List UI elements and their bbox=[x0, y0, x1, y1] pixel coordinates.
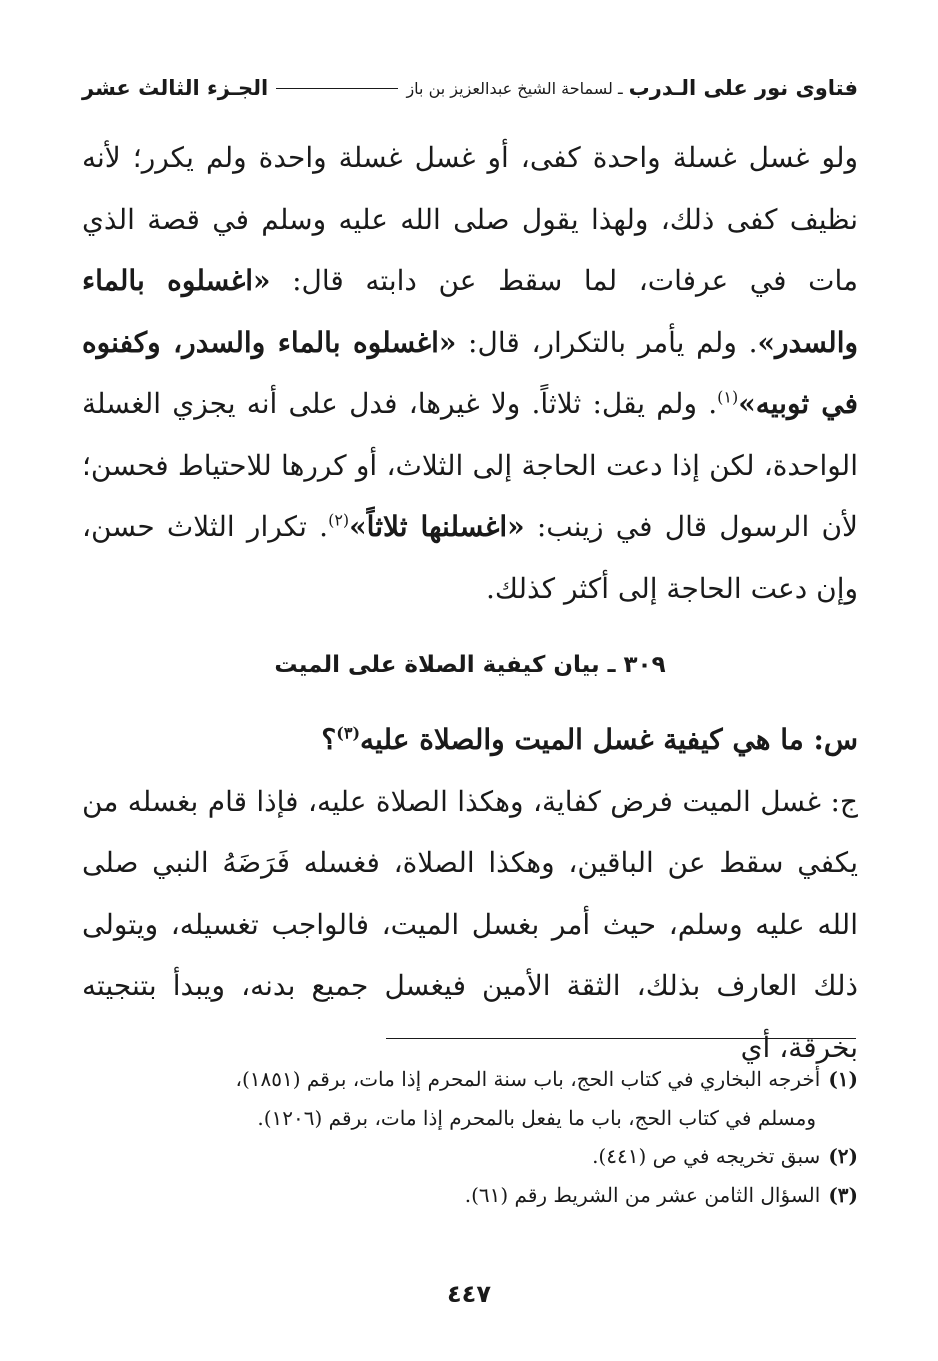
text-run: . ولم يأمر بالتكرار، قال: bbox=[456, 325, 758, 359]
text-run: . تكرار الثلاث حسن، وإن دعت الحاجة إلى أكثر كذلك. bbox=[82, 510, 858, 605]
footnote-text: سبق تخريجه في ص (٤٤١). bbox=[592, 1144, 821, 1168]
footnotes bbox=[82, 1060, 858, 1214]
footnote-number: (٣) bbox=[828, 1182, 858, 1207]
paragraph-text bbox=[82, 127, 858, 619]
question-answer bbox=[82, 709, 858, 1078]
hadith-quote: «اغسلوه بالماء والسدر، وكفنوه في ثوبيه» bbox=[82, 325, 859, 420]
footnote bbox=[82, 1137, 858, 1176]
part-label: الجـزء الثالث عشر bbox=[82, 76, 269, 100]
book-title: فتاوى نور على الـدرب bbox=[628, 76, 858, 100]
footnote-text: أخرجه البخاري في كتاب الحج، باب سنة المحرم إذا مات، برقم (١٨٥١)، bbox=[235, 1067, 821, 1091]
hadith-quote: «اغسلنها ثلاثاً» bbox=[349, 510, 525, 543]
footnote-text: السؤال الثامن عشر من الشريط رقم (٦١). bbox=[464, 1182, 821, 1207]
body-paragraph bbox=[82, 127, 858, 619]
footnote-continuation: ومسلم في كتاب الحج، باب ما يفعل بالمحرم إذا مات، برقم (١٢٠٦). bbox=[257, 1105, 816, 1130]
footnote-ref: (١) bbox=[717, 387, 739, 407]
header-rule bbox=[276, 88, 398, 89]
section-title: ٣٠٩ ـ بيان كيفية الصلاة على الميت bbox=[274, 652, 666, 678]
author-name: ـ لسماحة الشيخ عبدالعزيز بن باز bbox=[406, 78, 623, 98]
footnote bbox=[82, 1176, 858, 1215]
footnote-separator bbox=[386, 1038, 856, 1039]
footnote-number: (٢) bbox=[828, 1144, 858, 1168]
question-text: س: ما هي كيفية غسل الميت والصلاة عليه bbox=[360, 723, 858, 756]
question-mark: ؟ bbox=[321, 723, 337, 756]
question bbox=[82, 709, 858, 771]
text-run: ولو غسل غسلة واحدة كفى، أو غسل غسلة واحدة ولم يكرر؛ لأنه نظيف كفى ذلك، ولهذا يقول صلى الله عليه وسلم في قصة الذي مات في عرفات، لما سقط عن دابته قال: bbox=[82, 141, 859, 297]
footnote-number: (١) bbox=[828, 1067, 858, 1091]
text-run: . ولم يقل: ثلاثاً. ولا غيرها، فدل على أنه يجزي الغسلة الواحدة، لكن إذا دعت الحاجة إلى الثلاث، أو كررها للاحتياط فحسن؛ لأن الرسول قال في زينب: bbox=[82, 387, 858, 543]
page-number: ٤٤٧ bbox=[447, 1280, 491, 1308]
hadith-quote: «اغسلوه بالماء والسدر» bbox=[82, 264, 858, 359]
footnote-ref: (٢) bbox=[328, 510, 350, 530]
footnote bbox=[82, 1060, 858, 1099]
running-header bbox=[82, 68, 858, 108]
footnote-ref: (٣) bbox=[336, 723, 361, 743]
answer: ج: غسل الميت فرض كفاية، وهكذا الصلاة عليه، فإذا قام بغسله من يكفي سقط عن الباقين، وهكذا الصلاة، فغسله فَرَضَهُ النبي صلى الله عليه وسلم، حيث أمر بغسل الميت، فالواجب تغسيله، ويتولى ذلك العارف بذلك، الثقة الأمين فيغسل جميع بدنه، ويبدأ بتنجيته بخرقة، أي bbox=[82, 784, 858, 1064]
